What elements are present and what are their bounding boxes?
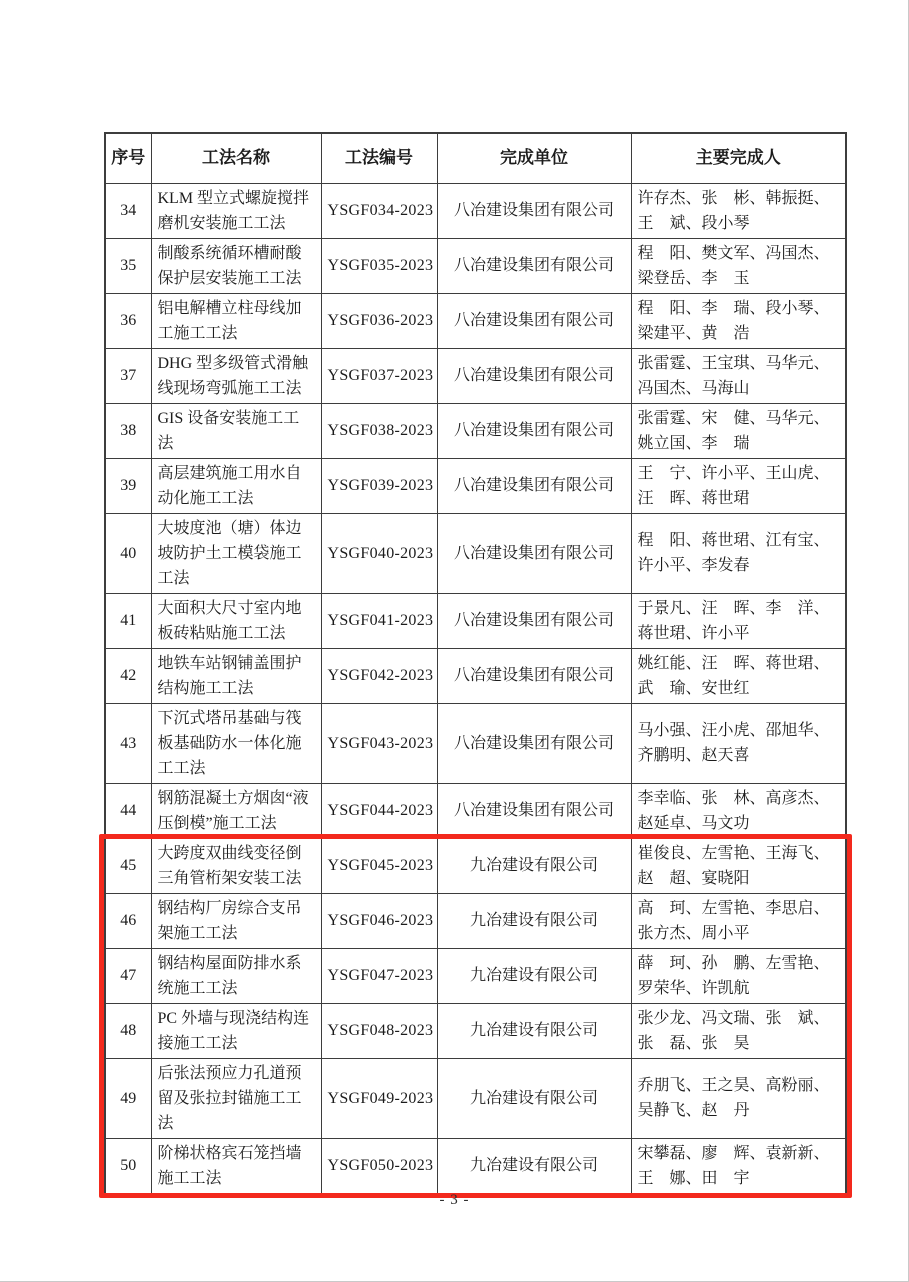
method-code-cell: YSGF044-2023 bbox=[321, 783, 437, 838]
method-name-cell: PC 外墙与现浇结构连接施工工法 bbox=[151, 1003, 321, 1058]
table-row bbox=[105, 948, 846, 1003]
method-name-cell: 钢结构屋面防排水系统施工工法 bbox=[151, 948, 321, 1003]
completing-unit-cell: 八冶建设集团有限公司 bbox=[437, 183, 631, 238]
table-row bbox=[105, 348, 846, 403]
method-code-cell: YSGF045-2023 bbox=[321, 838, 437, 893]
method-code-cell: YSGF037-2023 bbox=[321, 348, 437, 403]
main-contributors-cell: 于景凡、汪 晖、李 洋、蒋世珺、许小平 bbox=[631, 593, 846, 648]
completing-unit-cell: 八冶建设集团有限公司 bbox=[437, 403, 631, 458]
method-name-cell: 大坡度池（塘）体边坡防护土工模袋施工工法 bbox=[151, 513, 321, 593]
header-completing-unit: 完成单位 bbox=[437, 133, 631, 183]
table-row bbox=[105, 593, 846, 648]
completing-unit-cell: 八冶建设集团有限公司 bbox=[437, 593, 631, 648]
row-index-cell: 46 bbox=[105, 893, 151, 948]
main-contributors-cell: 张雷霆、王宝琪、马华元、冯国杰、马海山 bbox=[631, 348, 846, 403]
table-row bbox=[105, 1058, 846, 1138]
main-contributors-cell: 崔俊良、左雪艳、王海飞、赵 超、宴晓阳 bbox=[631, 838, 846, 893]
main-contributors-cell: 程 阳、李 瑞、段小琴、梁建平、黄 浩 bbox=[631, 293, 846, 348]
method-code-cell: YSGF049-2023 bbox=[321, 1058, 437, 1138]
header-method-name: 工法名称 bbox=[151, 133, 321, 183]
main-contributors-cell: 张雷霆、宋 健、马华元、姚立国、李 瑞 bbox=[631, 403, 846, 458]
main-contributors-cell: 宋攀磊、廖 辉、袁新新、王 娜、田 宇 bbox=[631, 1138, 846, 1194]
row-index-cell: 41 bbox=[105, 593, 151, 648]
table-row bbox=[105, 838, 846, 893]
method-code-cell: YSGF041-2023 bbox=[321, 593, 437, 648]
method-code-cell: YSGF043-2023 bbox=[321, 703, 437, 783]
methods-table bbox=[104, 132, 847, 1195]
method-code-cell: YSGF046-2023 bbox=[321, 893, 437, 948]
table-row bbox=[105, 293, 846, 348]
completing-unit-cell: 九冶建设有限公司 bbox=[437, 948, 631, 1003]
completing-unit-cell: 九冶建设有限公司 bbox=[437, 838, 631, 893]
completing-unit-cell: 九冶建设有限公司 bbox=[437, 1058, 631, 1138]
method-code-cell: YSGF047-2023 bbox=[321, 948, 437, 1003]
header-main-contributors: 主要完成人 bbox=[631, 133, 846, 183]
table-row bbox=[105, 458, 846, 513]
method-name-cell: DHG 型多级管式滑触线现场弯弧施工工法 bbox=[151, 348, 321, 403]
method-code-cell: YSGF048-2023 bbox=[321, 1003, 437, 1058]
method-code-cell: YSGF036-2023 bbox=[321, 293, 437, 348]
row-index-cell: 37 bbox=[105, 348, 151, 403]
completing-unit-cell: 八冶建设集团有限公司 bbox=[437, 238, 631, 293]
method-name-cell: 铝电解槽立柱母线加工施工工法 bbox=[151, 293, 321, 348]
table-row bbox=[105, 183, 846, 238]
completing-unit-cell: 九冶建设有限公司 bbox=[437, 893, 631, 948]
table-row bbox=[105, 513, 846, 593]
method-code-cell: YSGF042-2023 bbox=[321, 648, 437, 703]
main-contributors-cell: 乔朋飞、王之昊、高粉丽、吴静飞、赵 丹 bbox=[631, 1058, 846, 1138]
completing-unit-cell: 八冶建设集团有限公司 bbox=[437, 458, 631, 513]
method-name-cell: 阶梯状格宾石笼挡墙施工工法 bbox=[151, 1138, 321, 1194]
table-row bbox=[105, 403, 846, 458]
table-row bbox=[105, 703, 846, 783]
row-index-cell: 35 bbox=[105, 238, 151, 293]
row-index-cell: 36 bbox=[105, 293, 151, 348]
completing-unit-cell: 八冶建设集团有限公司 bbox=[437, 703, 631, 783]
header-method-code: 工法编号 bbox=[321, 133, 437, 183]
method-code-cell: YSGF034-2023 bbox=[321, 183, 437, 238]
method-code-cell: YSGF039-2023 bbox=[321, 458, 437, 513]
main-contributors-cell: 姚红能、汪 晖、蒋世珺、武 瑜、安世红 bbox=[631, 648, 846, 703]
method-name-cell: 钢结构厂房综合支吊架施工工法 bbox=[151, 893, 321, 948]
completing-unit-cell: 八冶建设集团有限公司 bbox=[437, 783, 631, 838]
completing-unit-cell: 八冶建设集团有限公司 bbox=[437, 293, 631, 348]
row-index-cell: 42 bbox=[105, 648, 151, 703]
method-name-cell: 钢筋混凝土方烟囱“液压倒模”施工工法 bbox=[151, 783, 321, 838]
method-name-cell: 大面积大尺寸室内地板砖粘贴施工工法 bbox=[151, 593, 321, 648]
header-serial-number: 序号 bbox=[105, 133, 151, 183]
method-name-cell: 下沉式塔吊基础与筏板基础防水一体化施工工法 bbox=[151, 703, 321, 783]
method-name-cell: 地铁车站钢铺盖围护结构施工工法 bbox=[151, 648, 321, 703]
completing-unit-cell: 八冶建设集团有限公司 bbox=[437, 648, 631, 703]
method-name-cell: 高层建筑施工用水自动化施工工法 bbox=[151, 458, 321, 513]
table-row bbox=[105, 648, 846, 703]
method-name-cell: GIS 设备安装施工工法 bbox=[151, 403, 321, 458]
main-contributors-cell: 李幸临、张 林、高彦杰、赵延卓、马文功 bbox=[631, 783, 846, 838]
completing-unit-cell: 九冶建设有限公司 bbox=[437, 1138, 631, 1194]
method-code-cell: YSGF038-2023 bbox=[321, 403, 437, 458]
main-contributors-cell: 马小强、汪小虎、邵旭华、齐鹏明、赵天喜 bbox=[631, 703, 846, 783]
method-name-cell: 大跨度双曲线变径倒三角管桁架安装工法 bbox=[151, 838, 321, 893]
completing-unit-cell: 九冶建设有限公司 bbox=[437, 1003, 631, 1058]
row-index-cell: 45 bbox=[105, 838, 151, 893]
row-index-cell: 50 bbox=[105, 1138, 151, 1194]
table-row bbox=[105, 1003, 846, 1058]
methods-table-container bbox=[104, 132, 845, 1195]
main-contributors-cell: 张少龙、冯文瑞、张 斌、张 磊、张 昊 bbox=[631, 1003, 846, 1058]
method-name-cell: KLM 型立式螺旋搅拌磨机安装施工工法 bbox=[151, 183, 321, 238]
table-row bbox=[105, 783, 846, 838]
page-number: - 3 - bbox=[439, 1192, 470, 1208]
main-contributors-cell: 薛 珂、孙 鹏、左雪艳、罗荣华、许凯航 bbox=[631, 948, 846, 1003]
row-index-cell: 39 bbox=[105, 458, 151, 513]
completing-unit-cell: 八冶建设集团有限公司 bbox=[437, 513, 631, 593]
table-row bbox=[105, 1138, 846, 1194]
table-row bbox=[105, 238, 846, 293]
main-contributors-cell: 许存杰、张 彬、韩振挺、王 斌、段小琴 bbox=[631, 183, 846, 238]
completing-unit-cell: 八冶建设集团有限公司 bbox=[437, 348, 631, 403]
row-index-cell: 49 bbox=[105, 1058, 151, 1138]
main-contributors-cell: 程 阳、樊文军、冯国杰、梁登岳、李 玉 bbox=[631, 238, 846, 293]
main-contributors-cell: 高 珂、左雪艳、李思启、张方杰、周小平 bbox=[631, 893, 846, 948]
method-name-cell: 制酸系统循环槽耐酸保护层安装施工工法 bbox=[151, 238, 321, 293]
table-header-row bbox=[105, 133, 846, 183]
row-index-cell: 47 bbox=[105, 948, 151, 1003]
main-contributors-cell: 程 阳、蒋世珺、江有宝、许小平、李发春 bbox=[631, 513, 846, 593]
row-index-cell: 40 bbox=[105, 513, 151, 593]
row-index-cell: 43 bbox=[105, 703, 151, 783]
method-code-cell: YSGF035-2023 bbox=[321, 238, 437, 293]
row-index-cell: 38 bbox=[105, 403, 151, 458]
table-row bbox=[105, 893, 846, 948]
method-code-cell: YSGF040-2023 bbox=[321, 513, 437, 593]
row-index-cell: 48 bbox=[105, 1003, 151, 1058]
row-index-cell: 34 bbox=[105, 183, 151, 238]
row-index-cell: 44 bbox=[105, 783, 151, 838]
method-code-cell: YSGF050-2023 bbox=[321, 1138, 437, 1194]
main-contributors-cell: 王 宁、许小平、王山虎、汪 晖、蒋世珺 bbox=[631, 458, 846, 513]
method-name-cell: 后张法预应力孔道预留及张拉封锚施工工法 bbox=[151, 1058, 321, 1138]
